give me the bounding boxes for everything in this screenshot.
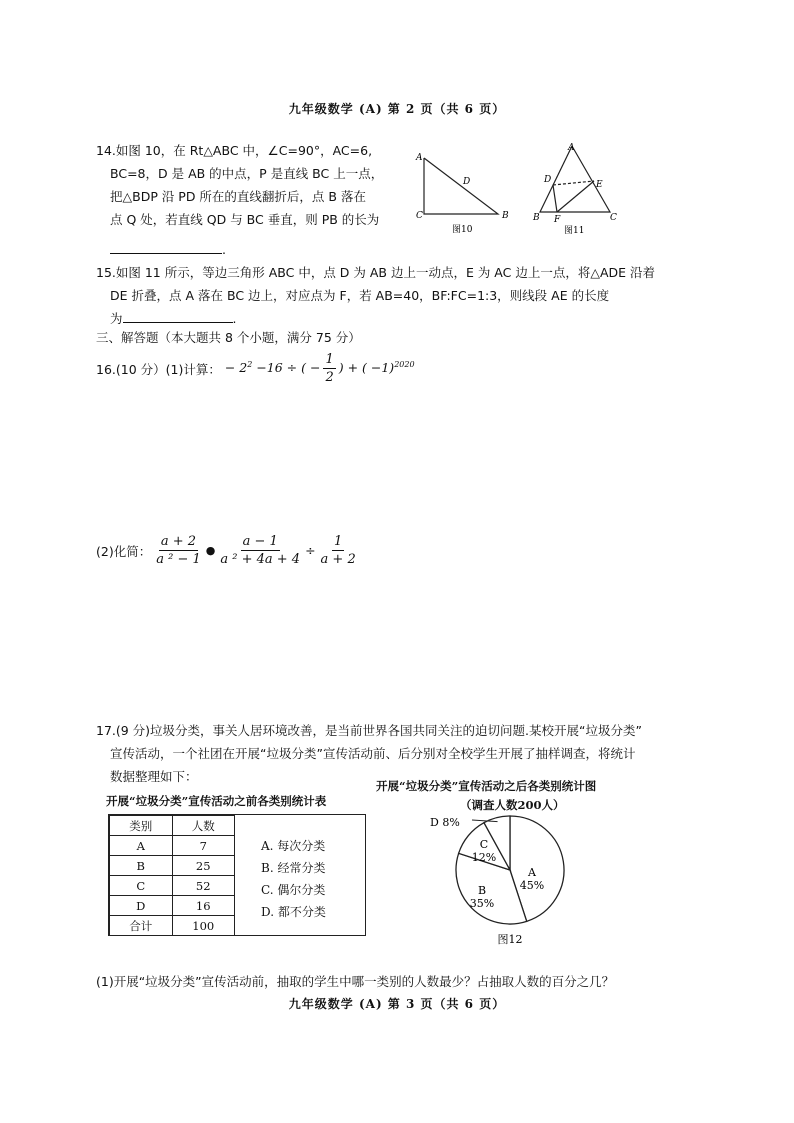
pie-subtitle: （调查人数200人） — [460, 798, 565, 812]
fig10-label-c: C — [416, 211, 423, 221]
stats-table — [109, 815, 235, 936]
table-row: A 7 — [110, 836, 235, 856]
table-header-row — [110, 816, 235, 836]
page-footer-header: 九年级数学 (A) 第 3 页（共 6 页） — [288, 997, 506, 1011]
pie-label-b: B — [477, 884, 487, 897]
table-row: B 25 — [110, 856, 235, 876]
fig11-df — [553, 185, 557, 212]
q15-line2: DE 折叠，点 A 落在 BC 边上，对应点为 F，若 AB=40，BF:FC=1:3，则线段 AE 的长度 — [110, 288, 610, 303]
q17-line1: 17.(9 分)垃圾分类，事关人居环境改善，是当前世界各国共同关注的迫切问题.某校开展“垃圾分类” — [96, 723, 642, 738]
fig10-label-b: B — [502, 211, 509, 221]
pie-value-b: 35% — [469, 897, 495, 910]
q14-line2: BC=8，D 是 AB 的中点，P 是直线 BC 上一点， — [110, 166, 384, 181]
q14-line1: 14.如图 10，在 Rt△ABC 中，∠C=90°，AC=6, — [96, 143, 373, 158]
pie-label-c: C — [479, 838, 489, 851]
fig10-label-a: A — [416, 153, 423, 163]
q14-answer-blank[interactable] — [110, 237, 222, 254]
stats-table-box — [108, 814, 366, 936]
q15-line3: 为 — [110, 311, 123, 326]
q15-answer-blank[interactable] — [123, 307, 233, 323]
figure-10 — [410, 148, 520, 238]
question-16-part2 — [96, 534, 361, 567]
q14-line3: 把△BDP 沿 PD 所在的直线翻折后，点 B 落在 — [110, 189, 366, 204]
table-row: D 16 — [110, 896, 235, 916]
category-legend — [261, 835, 326, 923]
q17-line2: 宣传活动，一个社团在开展“垃圾分类”宣传活动前、后分别对全校学生开展了抽样调查，将统计 — [110, 746, 636, 761]
q16-fraction-2: $\frac{a - 1}{\text{a ² + 4a + 4}}$ — [220, 534, 301, 567]
q15-tail: . — [232, 311, 237, 326]
fig11-label-c: C — [610, 213, 617, 223]
q16-divide-op: ÷ — [305, 543, 316, 558]
legend-b: B. 经常分类 — [261, 861, 326, 875]
pie-value-c: 12% — [471, 851, 497, 864]
pie-label-d: D 8% — [430, 816, 460, 829]
legend-a: A. 每次分类 — [261, 839, 326, 853]
q16-part2-label: (2)化简： — [96, 543, 152, 559]
q16-part1-label: 16.(10 分）(1)计算： — [96, 361, 221, 377]
fig11-label-d: D — [544, 175, 552, 185]
q16-expression: − $2^2 -16$ ÷ ( − $\frac{1}{2}$ ) + ( −1)$^{2020}$ — [224, 352, 415, 385]
q16-fraction-1: $\frac{a + 2}{\text{a ² − 1}}$ — [156, 534, 201, 567]
header-count: 人数 — [172, 816, 235, 836]
q16-half-fraction: $\frac{1}{2}$ — [325, 352, 334, 385]
fig11-caption: 图11 — [564, 226, 585, 236]
table-title: 开展“垃圾分类”宣传活动之前各类别统计表 — [106, 794, 327, 808]
q14-line4: 点 Q 处，若直线 QD 与 BC 垂直，则 PB 的长为 — [110, 212, 380, 227]
table-total-row: 合计 100 — [110, 916, 235, 936]
legend-c: C. 偶尔分类 — [261, 883, 326, 897]
fig11-label-e: E — [596, 180, 603, 190]
pie-chart — [420, 810, 620, 950]
fig11-label-b: B — [533, 213, 540, 223]
q16-multiply-op: ● — [205, 544, 216, 557]
q16-fraction-3: $\frac{1}{a + 2}$ — [320, 534, 356, 567]
table-row: C 52 — [110, 876, 235, 896]
fig10-label-d: D — [463, 177, 471, 187]
page-header: 九年级数学 (A) 第 2 页（共 6 页） — [288, 102, 506, 116]
fig11-ef — [557, 181, 594, 212]
pie-title: 开展“垃圾分类”宣传活动之后各类别统计图 — [376, 779, 597, 793]
q15-line1: 15.如图 11 所示，等边三角形 ABC 中，点 D 为 AB 边上一动点，E 为 AC 边上一点，将△ADE 沿着 — [96, 265, 655, 280]
q17-subquestion-1: (1)开展“垃圾分类”宣传活动前，抽取的学生中哪一类别的人数最少？占抽取人数的百分之几？ — [96, 974, 615, 989]
pie-label-a: A — [528, 866, 536, 879]
question-15 — [96, 261, 716, 330]
question-14 — [96, 139, 406, 261]
fig11-label-f: F — [554, 215, 561, 225]
header-category: 类别 — [110, 816, 173, 836]
figure-11 — [530, 140, 625, 240]
pie-value-a: 45% — [519, 879, 545, 892]
fig10-caption: 图10 — [452, 225, 473, 235]
fig10-triangle — [424, 158, 498, 214]
q14-tail: . — [222, 242, 226, 257]
q17-line3: 数据整理如下： — [110, 769, 198, 784]
legend-d: D. 都不分类 — [261, 905, 326, 919]
pie-caption: 图12 — [497, 933, 523, 946]
fig11-label-a: A — [568, 143, 575, 153]
question-16-part1 — [96, 352, 415, 385]
fig11-fold-line — [553, 181, 594, 185]
section-3-heading: 三、解答题（本大题共 8 个小题，满分 75 分） — [96, 330, 361, 345]
